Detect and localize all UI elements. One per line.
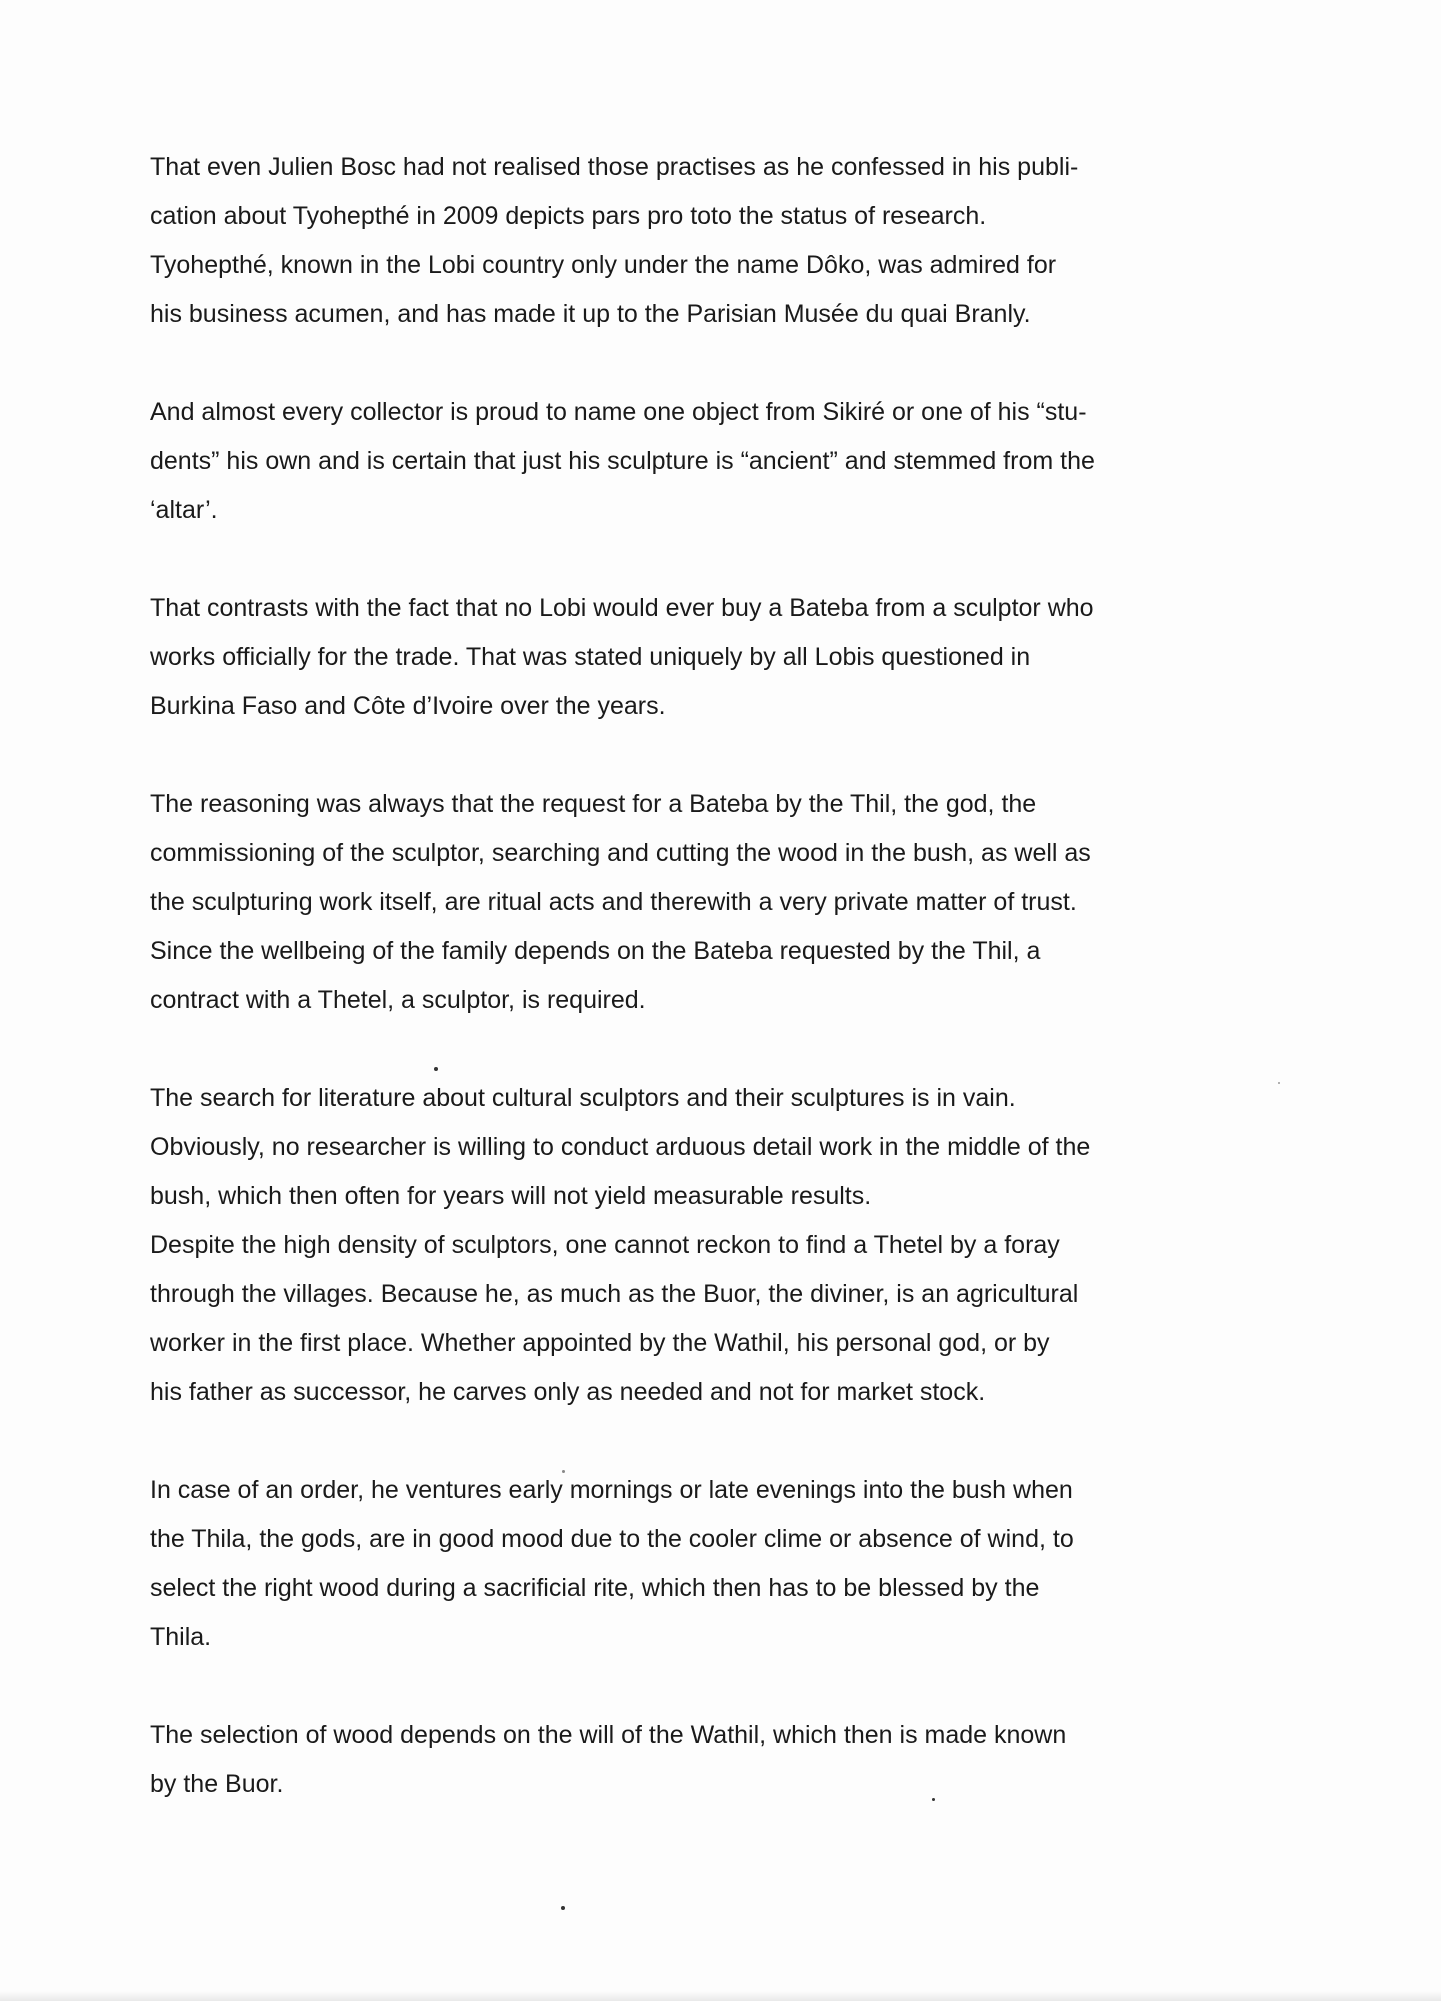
paragraph-1 <box>150 143 1280 339</box>
text-line: bush, which then often for years will not yield measurable results. <box>150 1182 872 1210</box>
text-line: select the right wood during a sacrificial rite, which then has to be blessed by the <box>150 1574 1040 1602</box>
paragraph-7 <box>150 1711 1280 1809</box>
text-line: In case of an order, he ventures early mornings or late evenings into the bush when <box>150 1476 1073 1504</box>
scan-speck <box>1278 1082 1280 1084</box>
paragraph-gap <box>150 1025 1280 1074</box>
text-line: dents” his own and is certain that just his sculpture is “ancient” and stemmed from the <box>150 447 1095 475</box>
text-line: worker in the first place. Whether appointed by the Wathil, his personal god, or by <box>150 1329 1050 1357</box>
scan-edge <box>0 1991 1441 2001</box>
text-line: Burkina Faso and Côte d’Ivoire over the years. <box>150 692 666 720</box>
text-line: the sculpturing work itself, are ritual acts and therewith a very private matter of trust. <box>150 888 1077 916</box>
text-line: The search for literature about cultural sculptors and their sculptures is in vain. <box>150 1084 1016 1112</box>
paragraph-4 <box>150 780 1280 1025</box>
text-line: commissioning of the sculptor, searching and cutting the wood in the bush, as well as <box>150 839 1091 867</box>
text-line: works officially for the trade. That was stated uniquely by all Lobis questioned in <box>150 643 1031 671</box>
text-line: contract with a Thetel, a sculptor, is required. <box>150 986 646 1014</box>
text-line: Obviously, no researcher is willing to conduct arduous detail work in the middle of the <box>150 1133 1091 1161</box>
paragraph-5 <box>150 1074 1280 1417</box>
scan-speck <box>932 1798 935 1801</box>
paragraph-gap <box>150 1662 1280 1711</box>
text-line: his business acumen, and has made it up to the Parisian Musée du quai Branly. <box>150 300 1031 328</box>
text-line: The selection of wood depends on the will of the Wathil, which then is made known <box>150 1721 1067 1749</box>
text-line: the Thila, the gods, are in good mood due to the cooler clime or absence of wind, to <box>150 1525 1074 1553</box>
paragraph-gap <box>150 339 1280 388</box>
text-line: through the villages. Because he, as much as the Buor, the diviner, is an agricultural <box>150 1280 1079 1308</box>
text-line: his father as successor, he carves only as needed and not for market stock. <box>150 1378 986 1406</box>
scan-speck <box>561 1906 565 1910</box>
text-line: Thila. <box>150 1623 212 1651</box>
text-line: And almost every collector is proud to name one object from Sikiré or one of his “stu- <box>150 398 1087 426</box>
scan-speck <box>562 1470 565 1473</box>
paragraph-6 <box>150 1466 1280 1662</box>
body-text <box>150 143 1280 1809</box>
paragraph-2 <box>150 388 1280 535</box>
paragraph-3 <box>150 584 1280 731</box>
text-line: The reasoning was always that the request for a Bateba by the Thil, the god, the <box>150 790 1037 818</box>
text-line: cation about Tyohepthé in 2009 depicts pars pro toto the status of research. <box>150 202 987 230</box>
paragraph-gap <box>150 535 1280 584</box>
text-line: Tyohepthé, known in the Lobi country only under the name Dôko, was admired for <box>150 251 1057 279</box>
text-line: Despite the high density of sculptors, one cannot reckon to find a Thetel by a foray <box>150 1231 1060 1259</box>
paragraph-gap <box>150 731 1280 780</box>
paragraph-gap <box>150 1417 1280 1466</box>
text-line: Since the wellbeing of the family depends on the Bateba requested by the Thil, a <box>150 937 1041 965</box>
text-line: That even Julien Bosc had not realised those practises as he confessed in his publi- <box>150 153 1079 181</box>
text-line: ‘altar’. <box>150 496 218 524</box>
text-line: That contrasts with the fact that no Lobi would ever buy a Bateba from a sculptor who <box>150 594 1094 622</box>
scan-speck <box>434 1067 438 1071</box>
text-line: by the Buor. <box>150 1770 284 1798</box>
